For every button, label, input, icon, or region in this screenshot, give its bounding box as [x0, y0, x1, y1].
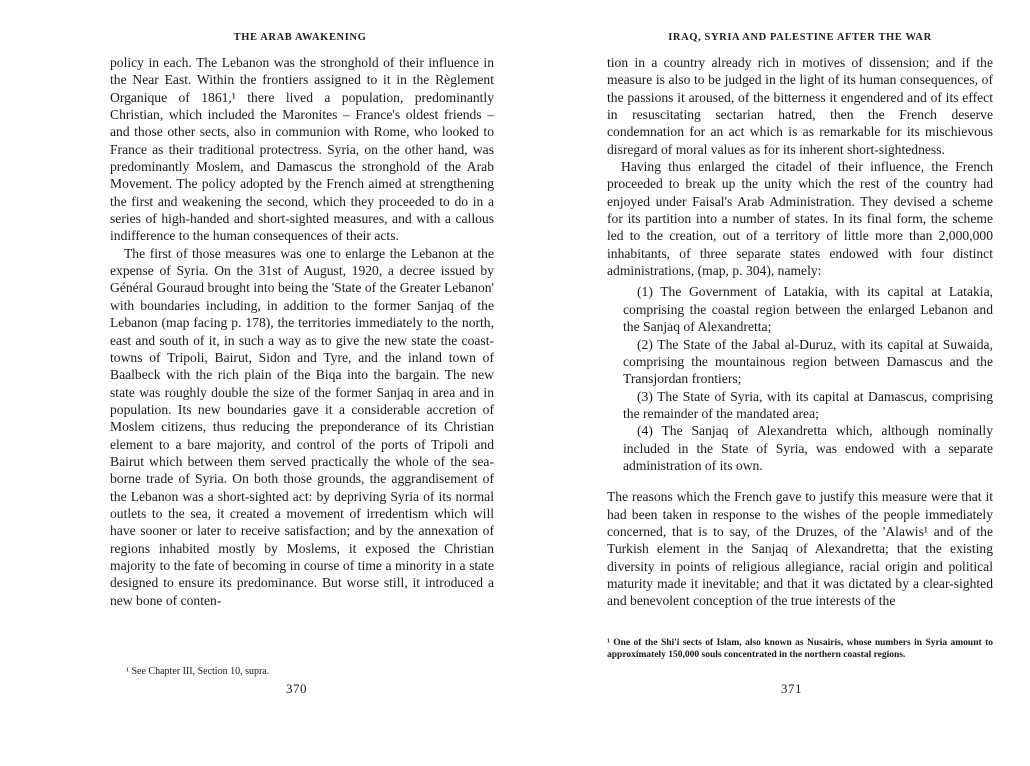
running-head-left: THE ARAB AWAKENING: [233, 32, 367, 43]
footnote-right: ¹ One of the Shi'i sects of Islam, also known as Nusairis, whose numbers in Syria amount to approximately 150,000 souls concentrated in the northern coastal regions.: [607, 638, 993, 660]
list-item: (2) The State of the Jabal al-Duruz, with its capital at Suwaida, comprising the mountainous region between Damascus and the Transjordan frontiers;: [623, 336, 993, 387]
list-item: (4) The Sanjaq of Alexandretta which, although nominally included in the State of Syria, was endowed with a separate administration of its own.: [623, 423, 993, 473]
running-head-right: IRAQ, SYRIA AND PALESTINE AFTER THE WAR: [668, 32, 932, 43]
right-body-text: [607, 54, 993, 610]
numbered-list: [607, 283, 993, 474]
paragraph: tion in a country already rich in motives of dissension; and if the measure is also to be judged in the light of its human consequences, of the passions it aroused, of the bitterness it engendered and of its effect in resuscitating sectarian hatred, then the French deserve condemnation for an act which is as remarkable for its mischievous disregard of moral values as for its inherent short-sightedness.: [607, 55, 993, 157]
page-number-right: 371: [781, 681, 802, 696]
page-number-left: 370: [286, 681, 307, 696]
footnote-left: ¹ See Chapter III, Section 10, supra.: [126, 666, 270, 677]
paragraph: The first of those measures was one to enlarge the Lebanon at the expense of Syria. On the 31st of August, 1920, a decree issued by Général Gouraud brought into being the 'State of the Greater Lebanon' with boundaries including, in addition to the former Sanjaq of the Lebanon (map facing p. 178), the territories immediately to the north, east and south of it, in such a way as to give the new state the coast-towns of Tripoli, Bairut, Sidon and Tyre, and the inland town of Baalbeck with the rich plain of the Biqa into the bargain. The new state was roughly double the size of the former Sanjaq in area and in population. Its new boundaries gave it a considerable accretion of Moslem citizens, thus reducing the preponderance of its Christian element to a bare majority, and control of the ports of Tripoli and Bairut which between them served practically the whole of the sea-borne trade of Syria. On both those grounds, the aggrandisement of the Lebanon was a short-sighted act: by depriving Syria of its normal outlets to the sea, it created a movement of irredentism which will have sooner or later to receive satisfaction; and by the annexation of regions inhabited mostly by Moslems, it exposed the Christian majority to the fate of becoming in course of time a minority in a state designed to ensure its predominance. But worse still, it introduced a new bone of conten-: [110, 245, 494, 608]
paragraph: policy in each. The Lebanon was the stronghold of their influence in the Near East. Within the frontiers assigned to it in the Règlement Organique of 1861,¹ there lived a population, predominantly Christian, which included the Maronites – France's oldest friends – and those other sects, also in communion with Rome, who looked to France as their traditional protectress. Syria, on the other hand, was predominantly Moslem, and Damascus the stronghold of the Arab Movement. The policy adopted by the French aimed at strengthening the first and weakening the second, which they proceeded to do in a series of high-handed and short-sighted measures, and with a callous indifference to the human consequences of their acts.: [110, 55, 494, 244]
list-item: (1) The Government of Latakia, with its capital at Latakia, comprising the coastal region between the enlarged Lebanon and the Sanjaq of Alexandretta;: [623, 284, 993, 335]
paragraph: Having thus enlarged the citadel of their influence, the French proceeded to break up the unity which the rest of the country had enjoyed under Faisal's Arab Administration. They devised a scheme for its partition into a number of states. In its final form, the scheme led to the creation, out of a territory of little more than 2,000,000 inhabitants, of three separate states endowed with four distinct administrations, (map, p. 304), namely:: [607, 159, 993, 279]
left-body-text: [110, 54, 494, 609]
right-page: [515, 0, 1030, 766]
paragraph: The reasons which the French gave to justify this measure were that it had been taken in response to the wishes of the people immediately concerned, that is to say, of the Druzes, of the 'Alawis¹ and of the Turkish element in the Sanjaq of Alexandretta; that the existing diversity in points of religious allegiance, racial origin and political maturity made it inevitable; and that it was dictated by a clear-sighted and benevolent conception of the true interests of the: [607, 489, 993, 609]
list-item: (3) The State of Syria, with its capital at Damascus, comprising the remainder of the mandated area;: [623, 388, 993, 421]
